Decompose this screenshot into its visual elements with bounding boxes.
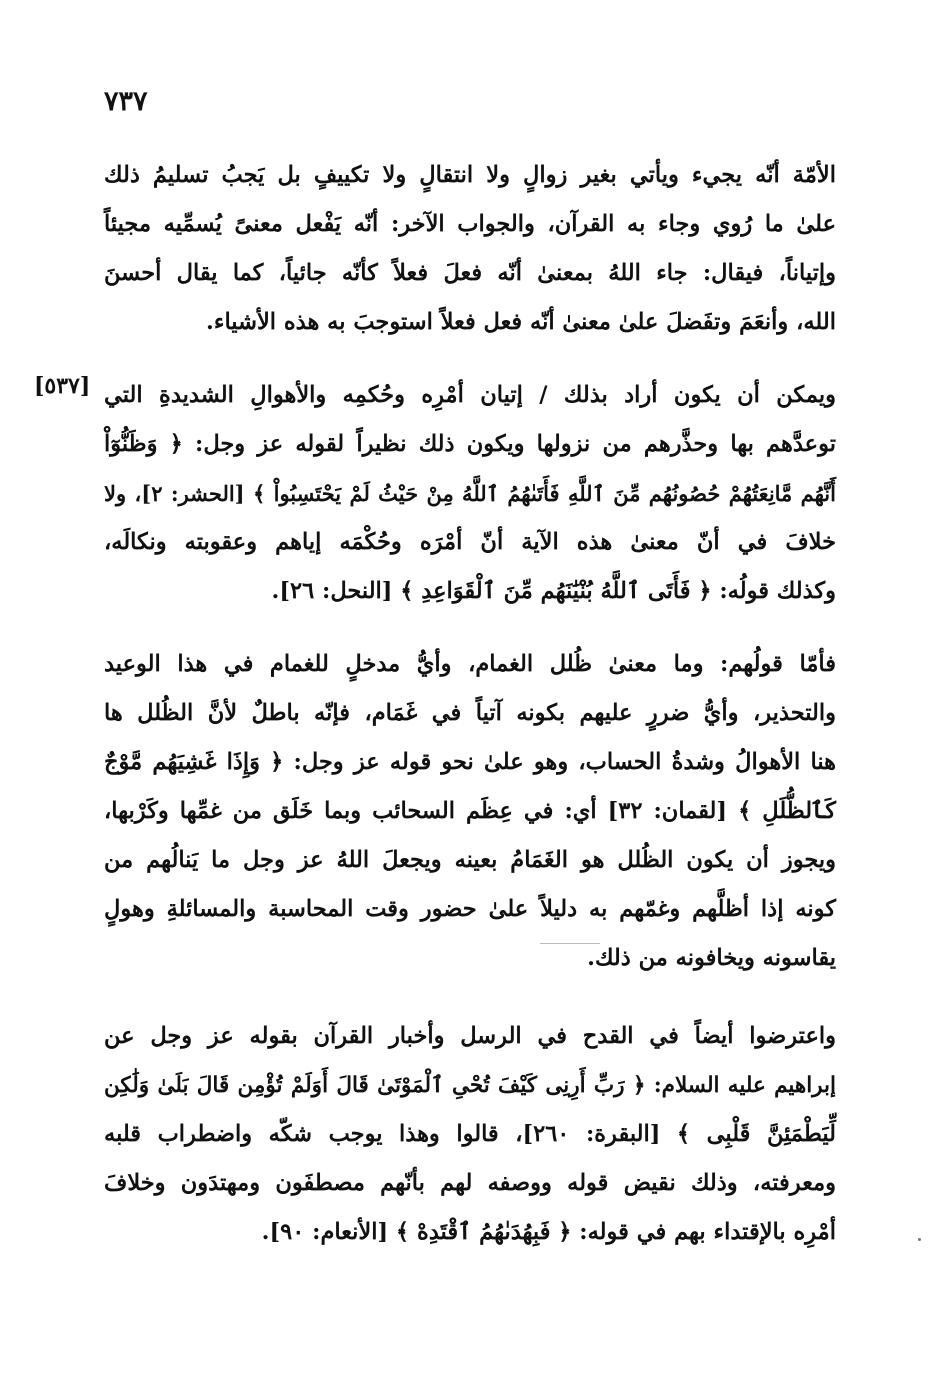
text-line: والتحذير، وأيُّ ضررٍ عليهم بكونه آتياً في غَمَام، فإنّه باطلٌ لأنَّ الظُلل ها	[104, 700, 836, 726]
text-line: وإتياناً، فيقال: جاء اللهُ بمعنىٰ أنّه فعلَ فعلاً كأنّه جائياً، كما يقال أحسنَ	[104, 260, 836, 286]
page-number: ٧٣٧	[104, 86, 148, 117]
text-line: كَٱلظُّلَلِ ﴾ [لقمان: ٣٢] أي: في عِظَم السحائب وبما خَلَق من غمِّها وكَرْبها،	[104, 798, 836, 824]
text-line: ويمكن أن يكون أراد بذلك / إتيان أمْرِه وحُكمِه والأهوالِ الشديدةِ التي	[104, 382, 836, 408]
margin-reference: [٥٣٧]	[34, 373, 91, 399]
paragraph-3	[104, 640, 836, 983]
text-line: أَنَّهُم مَّانِعَتُهُمْ حُصُونُهُم مِّنَ ٱللَّهِ فَأَتَىٰهُمُ ٱللَّهُ مِنْ حَيْثُ لَمْ يَحْتَسِبُواْ ﴾ [الحشر: ٢]، ولا	[104, 481, 836, 506]
scan-speck	[540, 943, 600, 944]
text-line: كونه إذا أظلَّهم وغمّهم به دليلاً علىٰ حضور وقت المحاسبة والمسائلةِ وهولٍ	[104, 896, 836, 922]
text-line: خلافَ في أنّ معنىٰ هذه الآية أنّ أمْرَه وحُكْمَه إياهم وعقوبته ونكالَه،	[104, 529, 836, 555]
text-line: أمْرِه بالإقتداء بهم في قوله: ﴿ فَبِهُدَىٰهُمُ ٱقْتَدِهْ ﴾ [الأنعام: ٩٠].	[261, 1219, 836, 1245]
scan-speck	[918, 1238, 921, 1241]
text-line: ومعرفته، وذلك نقيض قوله ووصفه لهم بأنّهم مصطفَون ومهتدَون وخلافَ	[104, 1170, 836, 1196]
text-line: وكذلك قولُه: ﴿ فَأَتَى ٱللَّهُ بُنْيَٰنَهُم مِّنَ ٱلْقَوَاعِدِ ﴾ [النحل: ٢٦].	[271, 578, 836, 604]
paragraph-4	[104, 1012, 836, 1257]
text-line: توعدَّهم بها وحذَّرهم من نزولها ويكون ذلك نظيراً لقوله عز وجل: ﴿ وَظَنُّوٓاْ	[104, 431, 836, 457]
text-line: الأمّة أنّه يجيء ويأتي بغير زوالٍ ولا انتقالٍ ولا تكييفٍ بل يَجبُ تسليمُ ذلك	[104, 162, 836, 188]
text-line: يقاسونه ويخافونه من ذلك.	[587, 945, 836, 971]
text-line: هنا الأهوالُ وشدةُ الحساب، وهو علىٰ نحو قوله عز وجل: ﴿ وَإِذَا غَشِيَهُم مَّوْجٌ	[104, 749, 836, 775]
text-line: واعترضوا أيضاً في القدح في الرسل وأخبار القرآن بقوله عز وجل عن	[104, 1023, 836, 1049]
paragraph-2	[104, 371, 836, 616]
text-line: الله، وأنعَمَ وتفَضلَ علىٰ معنىٰ أنّه فعل فعلاً استوجبَ به هذه الأشياء.	[206, 309, 836, 335]
paragraph-1	[104, 151, 836, 347]
text-line: لِّيَطْمَئِنَّ قَلْبِى ﴾ [البقرة: ٢٦٠]، قالوا وهذا يوجب شكّه واضطراب قلبه	[104, 1121, 836, 1147]
text-line: علىٰ ما رُوي وجاء به القرآن، والجواب الآخر: أنّه يَفْعل معنىً يُسمِّيه مجيئاً	[104, 211, 836, 237]
text-line: إبراهيم عليه السلام: ﴿ رَبِّ أَرِنِى كَيْفَ تُحْىِ ٱلْمَوْتَىٰ قَالَ أَوَلَمْ تُؤْمِن قَالَ بَلَىٰ وَلَٰكِن	[104, 1073, 836, 1098]
text-line: ويجوز أن يكون الظُلل هو الغَمَامُ بعينه ويجعلَ اللهُ عز وجل ما يَنالُهم من	[104, 847, 836, 873]
text-line: فأمّا قولُهم: وما معنىٰ ظُلل الغمام، وأيُّ مدخلٍ للغمام في هذا الوعيد	[104, 651, 836, 677]
